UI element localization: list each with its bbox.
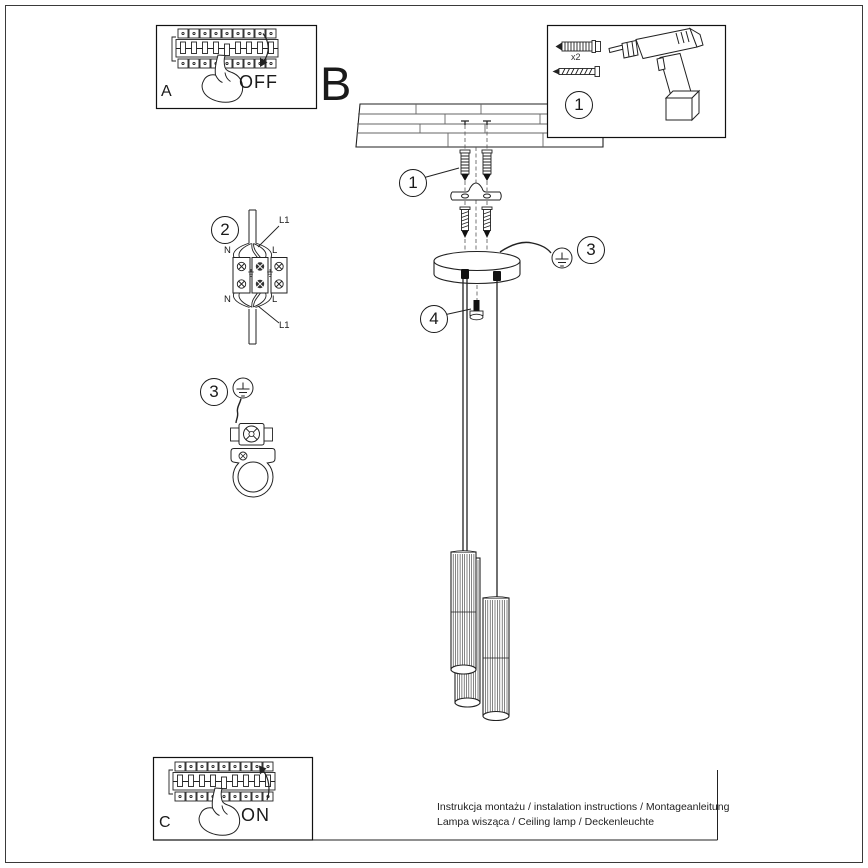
step-badge-tools-number: 1 <box>574 95 584 114</box>
step-badge-ground-canopy <box>577 236 605 264</box>
panel-c-action-on: ON <box>241 805 270 825</box>
cable-grip-left <box>461 269 469 279</box>
wire-label-l1-top: L1 <box>279 215 290 226</box>
step-badge-tools <box>565 91 593 119</box>
wire-label-n-bottom: N <box>224 294 231 305</box>
footer-title-line2: Lampa wisząca / Ceiling lamp / Deckenleuchte <box>437 816 655 828</box>
breaker-panel-icon-c <box>169 762 275 801</box>
earth-symbol-canopy <box>552 248 572 268</box>
panel-a-action-off: OFF <box>239 72 278 92</box>
step-badge-ground-bracket <box>200 378 228 406</box>
anchor-quantity-label: x2 <box>571 52 581 62</box>
step-badge-ground-bracket-number: 3 <box>209 382 219 401</box>
step-badge-cable-grip-number: 4 <box>429 309 439 328</box>
section-b-label: B <box>320 57 352 110</box>
wall-plug-icon <box>556 41 601 53</box>
lamp-tube-right <box>483 597 509 721</box>
canopy <box>434 252 520 284</box>
wire-label-l-bottom: L <box>272 294 278 305</box>
wire-label-n-top: N <box>224 245 231 256</box>
wire-label-l1-bottom: L1 <box>279 320 290 331</box>
panel-c-letter: C <box>159 814 171 831</box>
cable-grip-right <box>493 271 501 281</box>
footer-title-line1: Instrukcja montażu / instalation instructions / Montageanleitung <box>437 801 730 813</box>
lamp-tube-front <box>451 551 476 674</box>
step-badge-wiring <box>211 216 239 244</box>
panel-a-letter: A <box>161 83 172 100</box>
wire-label-l-top: L <box>272 245 278 256</box>
step-badge-wall-plugs <box>399 169 427 197</box>
step-badge-ground-canopy-number: 3 <box>586 240 596 259</box>
step-badge-wiring-number: 2 <box>220 220 230 239</box>
step-badge-cable-grip <box>420 305 448 333</box>
step-badge-wall-plugs-number: 1 <box>408 173 418 192</box>
